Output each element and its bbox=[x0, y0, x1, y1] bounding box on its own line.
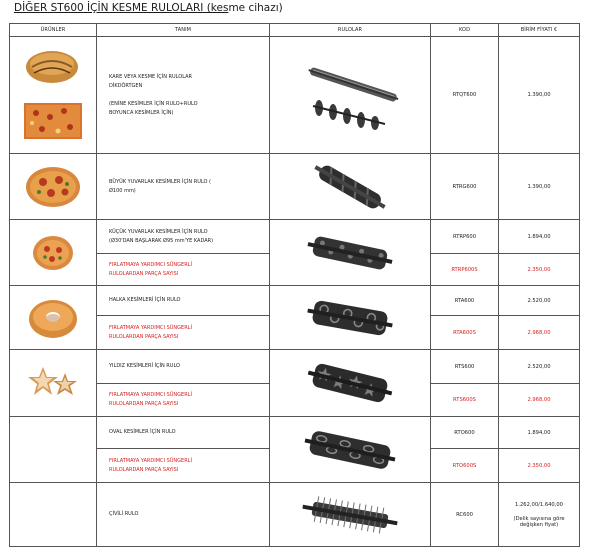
roller-cell bbox=[270, 350, 431, 417]
small-round-roller-image bbox=[305, 227, 395, 279]
spiked-roller-image bbox=[300, 489, 400, 541]
price-cell: 1.894,00 bbox=[499, 417, 580, 449]
price-cell: 1.390,00 bbox=[499, 37, 580, 154]
description-cell: FIRLATMAYA YARDIMCI SÜNGERLİ RULOLARDAN PARÇA SAYISI bbox=[97, 316, 270, 350]
description-cell: FIRLATMAYA YARDIMCI SÜNGERLİ RULOLARDAN PARÇA SAYISI bbox=[97, 384, 270, 417]
pizza-image bbox=[23, 162, 83, 212]
table-row bbox=[10, 417, 580, 449]
header-unit-price: BİRİM FİYATI € bbox=[499, 24, 580, 37]
star-cookies-image bbox=[23, 363, 83, 403]
code-cell: RTRG600 bbox=[431, 154, 499, 220]
code-cell: RTRP600 bbox=[431, 220, 499, 254]
description-cell: BÜYÜK YUVARLAK KESİMLER İÇİN RULO ( Ø100 mm) bbox=[97, 154, 270, 220]
description-cell: KARE VEYA KESME İÇİN RULOLAR DİKDÖRTGEN (ENİNE KESİMLER İÇİN RULO+RULO BOYUNCA KESİMLER İÇİN) bbox=[97, 37, 270, 154]
header-row bbox=[10, 24, 580, 37]
ring-roller-image bbox=[305, 290, 395, 346]
code-cell: RTO600S bbox=[431, 449, 499, 483]
price-cell: 1.390,00 bbox=[499, 154, 580, 220]
donut-image bbox=[25, 295, 81, 341]
header-rollers: RULOLAR bbox=[270, 24, 431, 37]
description-cell: KÜÇÜK YUVARLAK KESİMLER İÇİN RULO (Ø30'DAN BAŞLARAK Ø95 mm'YE KADAR) bbox=[97, 220, 270, 254]
header-code: KOD bbox=[431, 24, 499, 37]
square-cutting-roller-image bbox=[295, 60, 405, 130]
table-row bbox=[10, 286, 580, 316]
product-cell bbox=[10, 37, 97, 154]
product-cell bbox=[10, 154, 97, 220]
large-round-roller-image bbox=[310, 156, 390, 218]
product-cell bbox=[10, 483, 97, 547]
header-products: ÜRÜNLER bbox=[10, 24, 97, 37]
code-cell: RTS600 bbox=[431, 350, 499, 384]
page-title: DİĞER ST600 İÇİN KESME RULOLARI (kesme cihazı) bbox=[14, 2, 283, 14]
code-cell: RTRP600S bbox=[431, 254, 499, 286]
description-cell: YILDIZ KESİMLERİ İÇİN RULO bbox=[97, 350, 270, 384]
price-cell: 1.262,00/1.640,00 (Delik sayısına göre değişken fiyat) bbox=[499, 483, 580, 547]
table-row bbox=[10, 37, 580, 154]
code-cell: RTQT600 bbox=[431, 37, 499, 154]
roller-cell bbox=[270, 154, 431, 220]
product-cell bbox=[10, 417, 97, 483]
price-cell: 2.350,00 bbox=[499, 449, 580, 483]
product-cell bbox=[10, 350, 97, 417]
code-cell: RTS600S bbox=[431, 384, 499, 417]
price-cell: 1.894,00 bbox=[499, 220, 580, 254]
description-cell: HALKA KESİMLERİ İÇİN RULO bbox=[97, 286, 270, 316]
table-row bbox=[10, 483, 580, 547]
price-cell: 2.350,00 bbox=[499, 254, 580, 286]
price-cell: 2.968,00 bbox=[499, 316, 580, 350]
price-cell: 2.520,00 bbox=[499, 286, 580, 316]
roller-cell bbox=[270, 220, 431, 286]
table-row bbox=[10, 220, 580, 254]
roller-cell bbox=[270, 286, 431, 350]
roller-cell bbox=[270, 483, 431, 547]
code-cell: RTA600S bbox=[431, 316, 499, 350]
star-roller-image bbox=[305, 354, 395, 412]
product-cell bbox=[10, 286, 97, 350]
price-table bbox=[9, 23, 580, 547]
small-pizza-image bbox=[28, 230, 78, 276]
product-cell bbox=[10, 220, 97, 286]
table-row bbox=[10, 350, 580, 384]
oval-roller-image bbox=[302, 421, 398, 479]
description-cell: FIRLATMAYA YARDIMCI SÜNGERLİ RULOLARDAN PARÇA SAYISI bbox=[97, 449, 270, 483]
price-cell: 2.968,00 bbox=[499, 384, 580, 417]
price-cell: 2.520,00 bbox=[499, 350, 580, 384]
description-cell: FIRLATMAYA YARDIMCI SÜNGERLİ RULOLARDAN PARÇA SAYISI bbox=[97, 254, 270, 286]
description-cell: OVAL KESİMLER İÇİN RULO bbox=[97, 417, 270, 449]
description-cell: ÇİVİLİ RULO bbox=[97, 483, 270, 547]
code-cell: RC600 bbox=[431, 483, 499, 547]
roller-cell bbox=[270, 417, 431, 483]
header-description: TANIM bbox=[97, 24, 270, 37]
code-cell: RTA600 bbox=[431, 286, 499, 316]
croissant-and-pizza-image bbox=[18, 45, 88, 145]
code-cell: RTO600 bbox=[431, 417, 499, 449]
roller-cell bbox=[270, 37, 431, 154]
table-row bbox=[10, 154, 580, 220]
